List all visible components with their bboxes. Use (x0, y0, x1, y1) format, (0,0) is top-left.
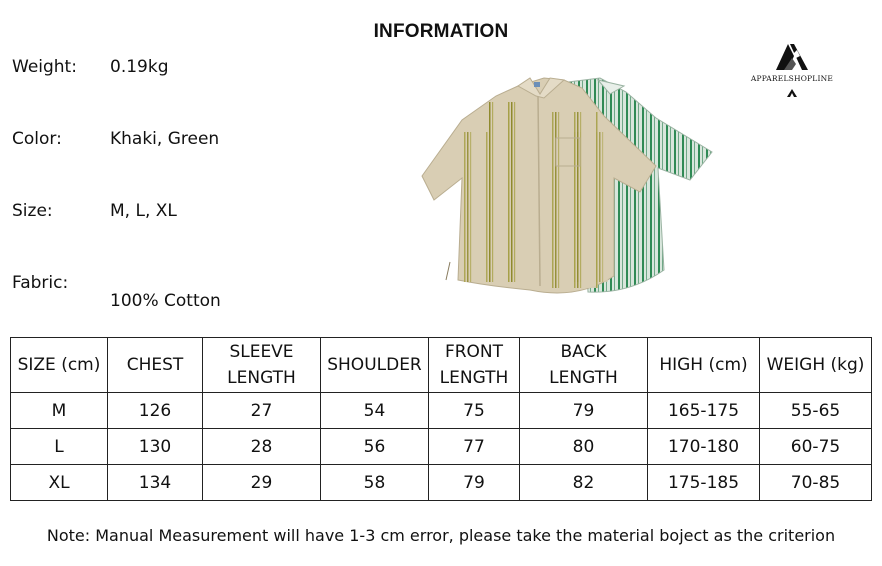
brand-logo (744, 40, 840, 106)
table-cell: 165-175 (648, 393, 760, 429)
col-header-front-length: FRONT LENGTH (429, 338, 520, 393)
table-cell: 60-75 (760, 429, 872, 465)
table-cell: XL (11, 465, 108, 501)
table-header-row (11, 338, 872, 393)
table-cell: 79 (429, 465, 520, 501)
table-cell: 28 (203, 429, 321, 465)
table-cell: 75 (429, 393, 520, 429)
table-cell: L (11, 429, 108, 465)
table-cell: 134 (108, 465, 203, 501)
table-cell: 82 (520, 465, 648, 501)
size-table (10, 337, 872, 501)
logo-text: APPARELSHOPLINE (750, 74, 834, 83)
col-header-back-length: BACK LENGTH (520, 338, 648, 393)
small-mountain-icon (786, 88, 798, 98)
table-cell: 79 (520, 393, 648, 429)
color-label: Color: (12, 129, 62, 149)
table-row (11, 429, 872, 465)
mountain-logo-icon (744, 40, 840, 74)
table-cell: 58 (321, 465, 429, 501)
col-header-high: HIGH (cm) (648, 338, 760, 393)
table-cell: 170-180 (648, 429, 760, 465)
table-cell: 175-185 (648, 465, 760, 501)
table-cell: 77 (429, 429, 520, 465)
col-header-sleeve-length: SLEEVE LENGTH (203, 338, 321, 393)
col-header-chest: CHEST (108, 338, 203, 393)
color-value: Khaki, Green (110, 129, 220, 149)
col-header-size: SIZE (cm) (11, 338, 108, 393)
table-cell: 80 (520, 429, 648, 465)
table-cell: M (11, 393, 108, 429)
table-cell: 55-65 (760, 393, 872, 429)
table-row (11, 393, 872, 429)
table-cell: 29 (203, 465, 321, 501)
fabric-label: Fabric: (12, 273, 69, 293)
col-header-weigh: WEIGH (kg) (760, 338, 872, 393)
fabric-value: 100% Cotton (110, 291, 221, 311)
col-header-shoulder: SHOULDER (321, 338, 429, 393)
table-cell: 70-85 (760, 465, 872, 501)
weight-value: 0.19kg (110, 57, 169, 77)
table-cell: 126 (108, 393, 203, 429)
size-label: Size: (12, 201, 53, 221)
measurement-note: Note: Manual Measurement will have 1-3 cm error, please take the material boject as the criterion (46, 526, 836, 545)
striped-shirts-image (418, 72, 718, 304)
weight-label: Weight: (12, 57, 77, 77)
table-row (11, 465, 872, 501)
size-value: M, L, XL (110, 201, 177, 221)
page-title: INFORMATION (373, 21, 509, 42)
table-cell: 54 (321, 393, 429, 429)
table-cell: 56 (321, 429, 429, 465)
table-cell: 130 (108, 429, 203, 465)
table-cell: 27 (203, 393, 321, 429)
